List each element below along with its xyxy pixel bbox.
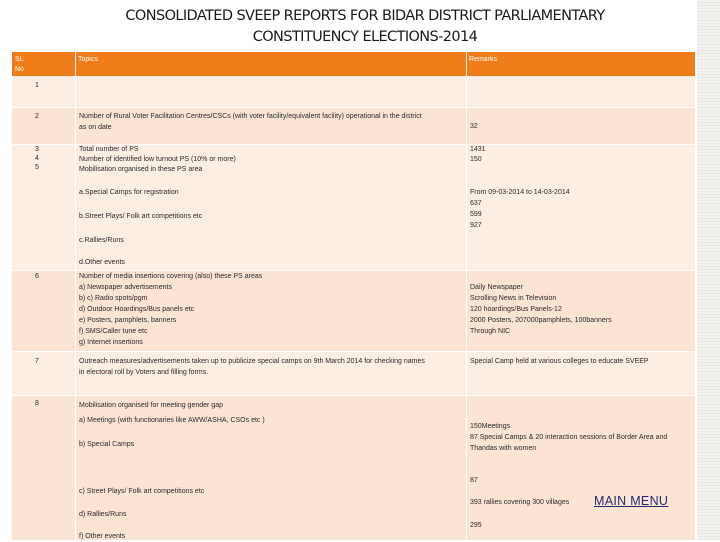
- row-5-remark-dates: From 09-03-2014 to 14-03-2014: [470, 189, 570, 196]
- header-no: No: [15, 66, 24, 73]
- row-7-sl: 7: [35, 358, 39, 365]
- row-5-topic: Mobilisation organised in these PS area: [79, 166, 203, 173]
- title-line-2: CONSTITUENCY ELECTIONS-2014: [252, 29, 478, 45]
- row-4-sl: 4: [35, 155, 39, 162]
- row-6-remark-line-3: 120 hoardings/Bus Panels-12: [470, 306, 562, 313]
- row-6-topic-line-7: g) Internet insertions: [79, 339, 143, 346]
- row-6-topic-line-6: f) SMS/Caller tune etc: [79, 328, 148, 335]
- row-8-remark-line-3: Thandas with women: [470, 445, 537, 452]
- row-6-topic-line-2: a) Newspaper advertisements: [79, 284, 172, 291]
- row-8-remark-6: 295: [470, 522, 482, 529]
- row-6-remark-line-4: 2000 Posters, 207000pamphlets, 100banners: [470, 317, 612, 324]
- row-6-sl: 6: [35, 273, 39, 280]
- row-6-remark-line-2: Scrolling News in Television: [470, 295, 557, 302]
- row-2-topic-line-2: as on date: [79, 124, 112, 131]
- row-5-sl: 5: [35, 164, 39, 171]
- column-divider: [466, 52, 467, 540]
- row-8-sub-d: d) Rallies/Runs: [79, 511, 127, 518]
- row-5-remark-1: 637: [470, 200, 482, 207]
- row-8-topic: Mobilisation organised for meeting gender gap: [79, 402, 223, 409]
- row-8-sub-b: b) Special Camps: [79, 441, 135, 448]
- row-4-topic: Number of identified low turnout PS (10% or more): [79, 156, 236, 163]
- table-row: [12, 76, 695, 108]
- row-3-topic: Total number of PS: [79, 146, 139, 153]
- row-8-remark-5: 393 rallies covering 300 villages: [470, 499, 570, 506]
- main-menu-link[interactable]: MAIN MENU: [594, 494, 669, 508]
- row-5-sub-d: d.Other events: [79, 259, 125, 266]
- row-4-remark: 150: [470, 156, 482, 163]
- row-7-topic-line-2: in electoral roll by Voters and filling forms.: [79, 369, 209, 376]
- row-6-remark-line-1: Daily Newspaper: [470, 284, 523, 291]
- row-5-sub-b: b.Street Plays/ Folk art competitions etc: [79, 213, 203, 220]
- row-8-remark-line-2: 87 Special Camps & 20 interaction sessions of Border Area and: [470, 434, 668, 441]
- header-topics: Topics: [78, 56, 98, 63]
- row-8-sub-a: a) Meetings (with functionaries like AWW/ASHA, CSOs etc ): [79, 417, 265, 424]
- row-7-topic-line-1: Outreach measures/advertisements taken up to publicize special camps on 9th March 2014 for checking names: [79, 358, 425, 365]
- page-title: [0, 6, 720, 48]
- row-1-sl: 1: [35, 82, 39, 89]
- table-header: [12, 52, 695, 76]
- decorative-side-band: [697, 0, 720, 540]
- row-6-topic-line-5: e) Posters, pamphlets, banners: [79, 317, 177, 324]
- row-3-sl: 3: [35, 146, 39, 153]
- row-3-remark: 1431: [470, 146, 486, 153]
- title-line-1: CONSOLIDATED SVEEP REPORTS FOR BIDAR DISTRICT PARLIAMENTARY: [125, 8, 605, 24]
- row-6-topic-line-4: d) Outdoor Hoardings/Bus panels etc: [79, 306, 195, 313]
- row-6-remark-line-5: Through NIC: [470, 328, 511, 335]
- row-8-sub-c: c) Street Plays/ Folk art competitions etc: [79, 488, 205, 495]
- row-5-remark-2: 599: [470, 211, 482, 218]
- row-2-remark: 32: [470, 123, 478, 130]
- header-sl: SL: [15, 56, 24, 63]
- row-6-topic-line-3: b) c) Radio spots/pgm: [79, 295, 148, 302]
- row-7-remark: Special Camp held at various colleges to educate SVEEP: [470, 358, 649, 365]
- row-8-sl: 8: [35, 400, 39, 407]
- row-8-sub-f: f) Other events: [79, 533, 126, 540]
- column-divider: [75, 52, 76, 540]
- row-2-topic-line-1: Number of Rural Voter Facilitation Centres/CSCs (with voter facility/equivalent facility) operational in the district: [79, 113, 422, 120]
- row-8-remark-4: 87: [470, 477, 478, 484]
- row-8-remark-line-1: 150Meetings: [470, 423, 511, 430]
- row-5-remark-3: 927: [470, 222, 482, 229]
- row-2-sl: 2: [35, 113, 39, 120]
- header-remarks: Remarks: [469, 56, 498, 63]
- row-5-sub-a: a.Special Camps for registration: [79, 189, 179, 196]
- row-5-sub-c: c.Rallies/Runs: [79, 237, 124, 244]
- row-6-topic-line-1: Number of media insertions covering (also) these PS areas: [79, 273, 263, 280]
